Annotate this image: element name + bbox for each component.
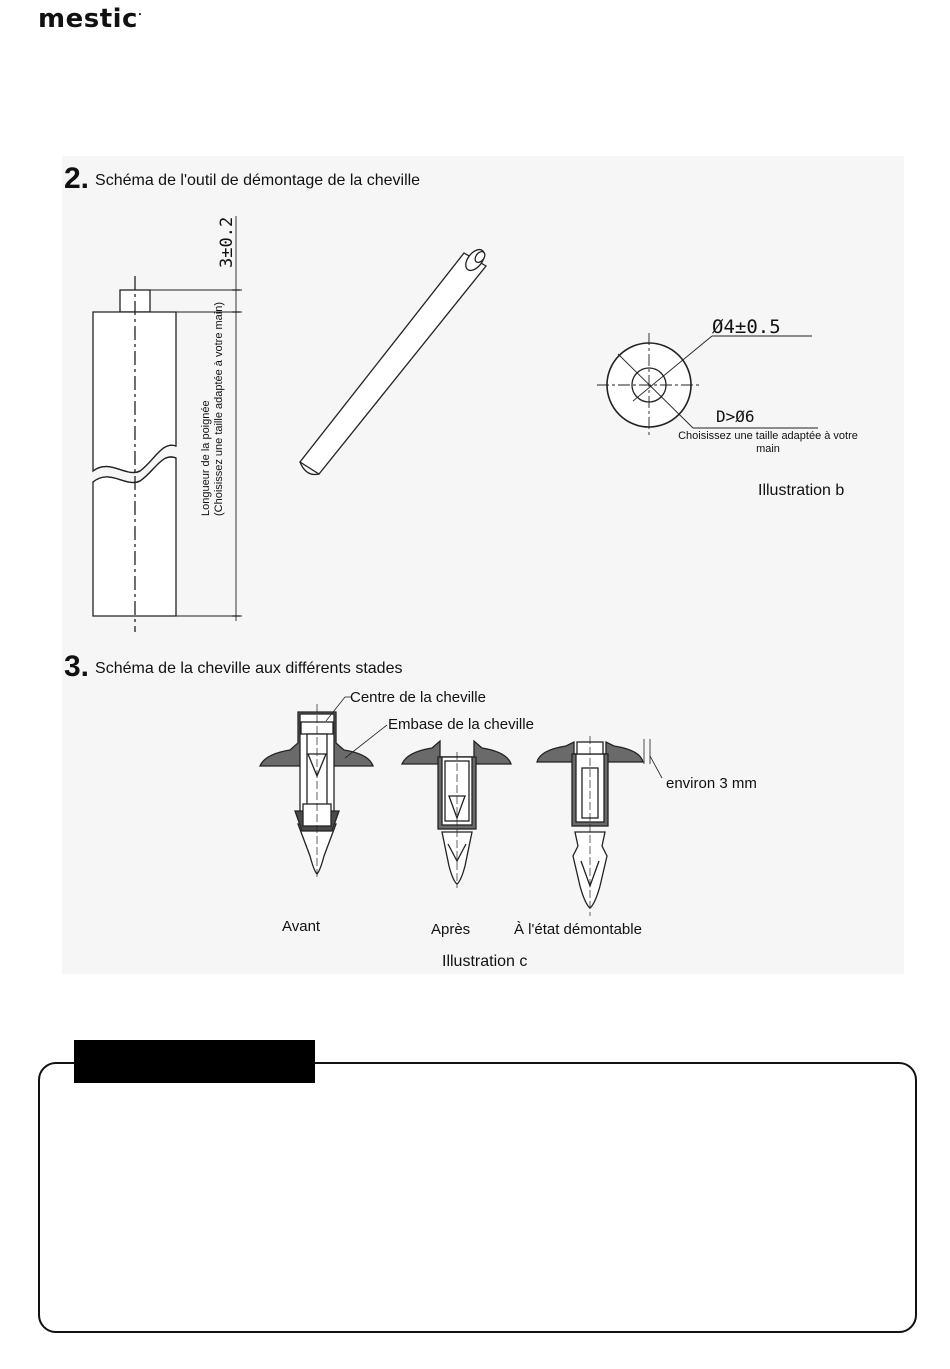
section-2-heading — [64, 162, 420, 196]
diameter-inner-label: Ø4±0.5 — [712, 316, 781, 338]
brand-name: mestic — [38, 4, 138, 34]
section-3-title: Schéma de la cheville aux différents stades — [95, 660, 403, 677]
callout-anchor-center: Centre de la cheville — [350, 689, 486, 706]
stage-after-label: Après — [431, 921, 471, 938]
tool-perspective — [300, 246, 488, 474]
figure-drawing — [62, 156, 904, 974]
dimension-top-label: 3±0.2 — [217, 216, 237, 268]
handle-length-label — [200, 302, 226, 516]
anchor-after — [402, 741, 511, 888]
stage-removable-label: À l'état démontable — [514, 921, 642, 938]
handle-length-line1: Longueur de la poignée — [200, 400, 212, 516]
callout-gap: environ 3 mm — [666, 775, 757, 792]
anchor-before — [260, 704, 373, 880]
section-3-heading — [64, 650, 402, 684]
callout-anchor-base: Embase de la cheville — [388, 716, 534, 733]
section-2-title: Schéma de l'outil de démontage de la cheville — [95, 172, 421, 189]
section-3-number: 3. — [64, 650, 90, 683]
stage-before-label: Avant — [282, 918, 321, 935]
choose-size-note: Choisissez une taille adaptée à votre main — [678, 430, 858, 455]
notice-box — [38, 1062, 917, 1333]
technical-figure — [62, 156, 904, 974]
brand-logo — [38, 4, 142, 34]
section-2-number: 2. — [64, 162, 90, 195]
brand-mark: · — [137, 9, 143, 21]
illustration-c-caption: Illustration c — [442, 953, 528, 970]
notice-title-tab — [74, 1040, 315, 1083]
illustration-b-caption: Illustration b — [758, 482, 845, 499]
anchor-removable — [537, 736, 662, 916]
diameter-outer-label: D>Ø6 — [716, 407, 755, 426]
handle-length-line2: (Choisissez une taille adaptée à votre main) — [213, 301, 225, 516]
tool-end-view — [597, 333, 818, 437]
